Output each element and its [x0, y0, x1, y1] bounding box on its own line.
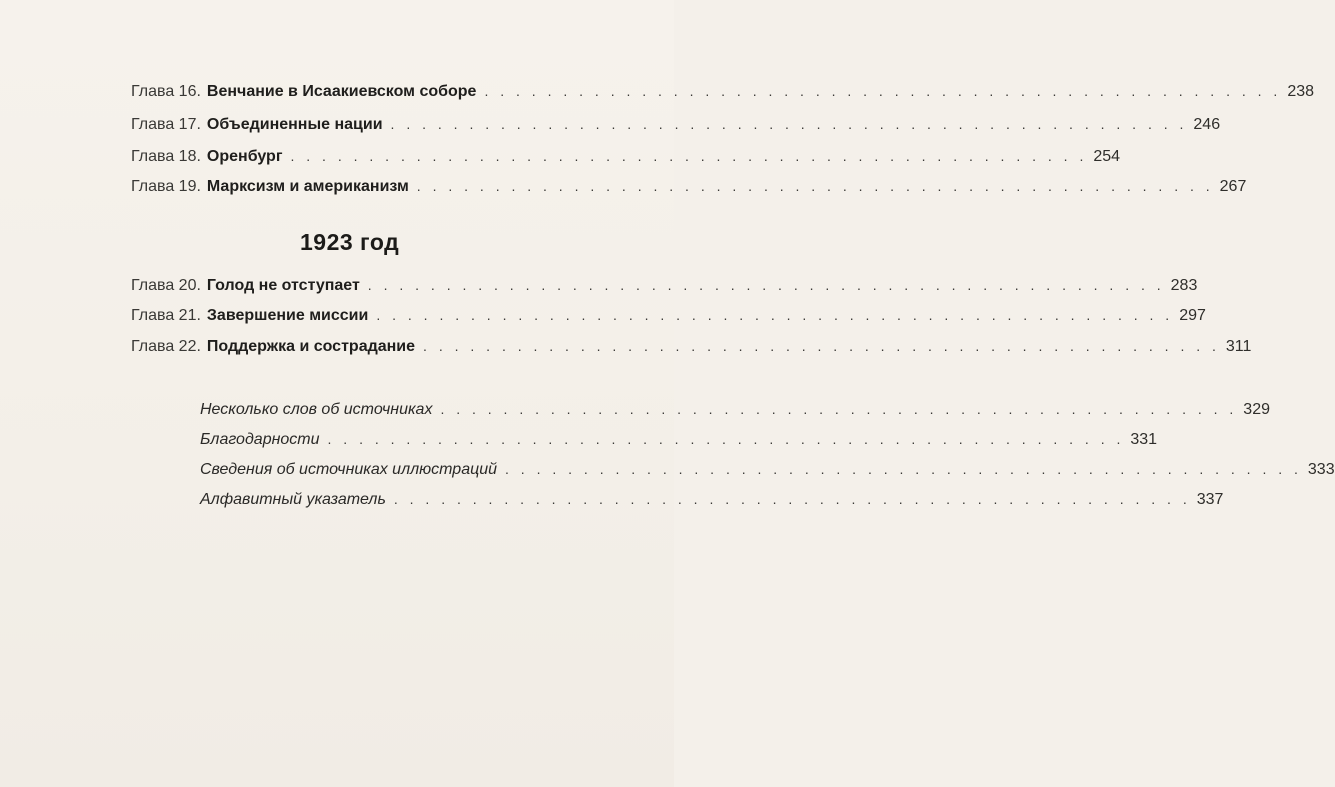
toc-entry-illustration-sources [200, 459, 1335, 480]
toc-entry-sources [200, 399, 1270, 420]
page-number: 238 [1287, 83, 1315, 100]
chapter-title: Поддержка и сострадание [206, 338, 416, 355]
page-number: 267 [1219, 178, 1247, 195]
dot-leader: . . . . . . . . . . . . . . . . . . . . . . . . . . . . . . . . . . . . . . . . . . . . . . . . . . . [376, 307, 1174, 323]
dot-leader: . . . . . . . . . . . . . . . . . . . . . . . . . . . . . . . . . . . . . . . . . . . . . . . . . . . [390, 116, 1188, 132]
dot-leader: . . . . . . . . . . . . . . . . . . . . . . . . . . . . . . . . . . . . . . . . . . . . . . . . . . . [393, 491, 1191, 507]
chapter-number: Глава 16. [131, 83, 201, 100]
page-number: 283 [1170, 277, 1198, 294]
toc-entry-chapter-19 [131, 176, 1247, 197]
toc-entry-acknowledgements [200, 429, 1158, 450]
chapter-title: Голод не отступает [206, 277, 360, 294]
page-number: 246 [1193, 116, 1221, 133]
page-number: 337 [1196, 491, 1224, 508]
page-number: 331 [1130, 431, 1158, 448]
chapter-title: Завершение миссии [206, 307, 369, 324]
toc-entry-chapter-22 [131, 336, 1252, 357]
chapter-title: Марксизм и американизм [206, 178, 409, 195]
chapter-number: Глава 19. [131, 178, 201, 195]
page-number: 329 [1243, 401, 1270, 418]
chapter-title: Объединенные нации [206, 116, 383, 133]
appendix-title: Алфавитный указатель [200, 491, 386, 508]
chapter-title: Венчание в Исаакиевском соборе [206, 83, 477, 100]
dot-leader: . . . . . . . . . . . . . . . . . . . . . . . . . . . . . . . . . . . . . . . . . . . . . . . . . . . [423, 338, 1220, 354]
dot-leader: . . . . . . . . . . . . . . . . . . . . . . . . . . . . . . . . . . . . . . . . . . . . . . . . . . . [440, 401, 1238, 417]
dot-leader: . . . . . . . . . . . . . . . . . . . . . . . . . . . . . . . . . . . . . . . . . . . . . . . . . . . [505, 461, 1302, 477]
chapter-number: Глава 17. [131, 116, 201, 133]
chapter-title: Оренбург [206, 148, 283, 165]
dot-leader: . . . . . . . . . . . . . . . . . . . . . . . . . . . . . . . . . . . . . . . . . . . . . . . . . . . [327, 431, 1125, 447]
dot-leader: . . . . . . . . . . . . . . . . . . . . . . . . . . . . . . . . . . . . . . . . . . . . . . . . . . . [484, 83, 1282, 99]
toc-entry-chapter-16 [131, 81, 1315, 102]
dot-leader: . . . . . . . . . . . . . . . . . . . . . . . . . . . . . . . . . . . . . . . . . . . . . . . . . . . [290, 148, 1088, 164]
chapter-number: Глава 20. [131, 277, 201, 294]
toc-entry-chapter-21 [131, 305, 1206, 326]
appendix-title: Несколько слов об источниках [200, 401, 433, 418]
dot-leader: . . . . . . . . . . . . . . . . . . . . . . . . . . . . . . . . . . . . . . . . . . . . . . . . . . . [367, 277, 1165, 293]
toc-entry-index [200, 489, 1224, 510]
chapter-number: Глава 21. [131, 307, 201, 324]
page-number: 297 [1179, 307, 1206, 324]
page-number: 311 [1225, 338, 1252, 355]
chapter-number: Глава 18. [131, 148, 201, 165]
section-heading-year: 1923 год [300, 229, 400, 255]
toc-entry-chapter-20 [131, 275, 1198, 296]
page-number: 333 [1307, 461, 1335, 478]
appendix-title: Сведения об источниках иллюстраций [200, 461, 498, 478]
page-number: 254 [1093, 148, 1121, 165]
appendix-title: Благодарности [200, 431, 320, 448]
toc-entry-chapter-18 [131, 146, 1121, 167]
chapter-number: Глава 22. [131, 338, 201, 355]
dot-leader: . . . . . . . . . . . . . . . . . . . . . . . . . . . . . . . . . . . . . . . . . . . . . . . . . . . [416, 178, 1214, 194]
toc-entry-chapter-17 [131, 114, 1221, 135]
